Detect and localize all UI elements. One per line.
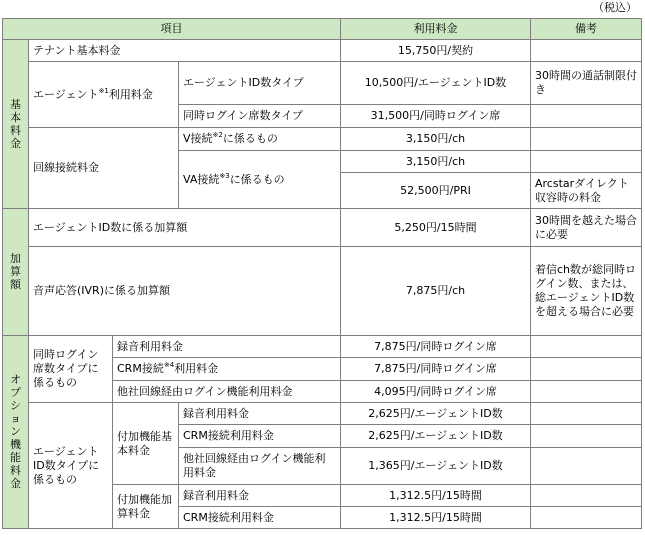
fee-table (2, 18, 642, 529)
opt-concurrent-label: 同時ログイン席数タイプに係るもの (29, 336, 113, 403)
opt-b-other-remark (531, 448, 642, 485)
v-remark (531, 128, 642, 151)
opt-b-other-label: 他社回線経由ログイン機能利用料金 (179, 448, 341, 485)
opt-agent-label: エージェントID数タイプに係るもの (29, 403, 113, 529)
table-row (3, 128, 642, 151)
opt-c-crm-remark (531, 358, 642, 381)
concurrent-remark (531, 105, 642, 128)
line-label: 回線接続料金 (29, 128, 179, 209)
opt-a-crm-label: CRM接続利用料金 (179, 507, 341, 529)
opt-b-other-fee: 1,365円/エージェントID数 (341, 448, 531, 485)
table-row (3, 336, 642, 358)
opt-b-crm-label: CRM接続利用料金 (179, 425, 341, 448)
concurrent-type: 同時ログイン席数タイプ (179, 105, 341, 128)
tenant-label: テナント基本料金 (29, 40, 341, 62)
concurrent-fee: 31,500円/同時ログイン席 (341, 105, 531, 128)
table-row (3, 62, 642, 105)
v-fee: 3,150円/ch (341, 128, 531, 151)
opt-c-rec-fee: 7,875円/同時ログイン席 (341, 336, 531, 358)
va-remark: Arcstarダイレクト収容時の料金 (531, 173, 642, 209)
va-remark-1 (531, 151, 642, 173)
opt-a-rec-fee: 1,312.5円/15時間 (341, 485, 531, 507)
add-agent-fee: 5,250円/15時間 (341, 209, 531, 247)
header-row (3, 19, 642, 40)
table-row (3, 403, 642, 425)
table-row (3, 247, 642, 336)
va-label: VA接続$^{※3}$に係るもの (179, 151, 341, 209)
header-remarks: 備考 (531, 19, 642, 40)
agent-label: エージェント$^{※1}$利用料金 (29, 62, 179, 128)
ivr-label: 音声応答(IVR)に係る加算額 (29, 247, 341, 336)
v-label: V接続$^{※2}$に係るもの (179, 128, 341, 151)
tax-included-note: （税込） (593, 1, 637, 14)
ivr-fee: 7,875円/ch (341, 247, 531, 336)
opt-a-rec-remark (531, 485, 642, 507)
opt-b-crm-fee: 2,625円/エージェントID数 (341, 425, 531, 448)
opt-a-rec-label: 録音利用料金 (179, 485, 341, 507)
opt-b-crm-remark (531, 425, 642, 448)
tenant-remark (531, 40, 642, 62)
opt-c-other-remark (531, 381, 642, 403)
agent-id-fee: 10,500円/エージェントID数 (341, 62, 531, 105)
tenant-fee: 15,750円/契約 (341, 40, 531, 62)
va-fee-2: 52,500円/PRI (341, 173, 531, 209)
header-item: 項目 (3, 19, 341, 40)
opt-c-rec-label: 録音利用料金 (113, 336, 341, 358)
opt-c-other-fee: 4,095円/同時ログイン席 (341, 381, 531, 403)
opt-basic-label: 付加機能基本料金 (113, 403, 179, 485)
opt-c-other-label: 他社回線経由ログイン機能利用料金 (113, 381, 341, 403)
add-agent-label: エージェントID数に係る加算額 (29, 209, 341, 247)
opt-b-rec-remark (531, 403, 642, 425)
add-agent-remark: 30時間を越えた場合に必要 (531, 209, 642, 247)
opt-a-crm-remark (531, 507, 642, 529)
category-basic: 基本料金 (3, 40, 29, 209)
header-fee: 利用料金 (341, 19, 531, 40)
category-additional: 加算額 (3, 209, 29, 336)
opt-a-crm-fee: 1,312.5円/15時間 (341, 507, 531, 529)
table-row (3, 209, 642, 247)
opt-add-label: 付加機能加算料金 (113, 485, 179, 529)
opt-c-crm-fee: 7,875円/同時ログイン席 (341, 358, 531, 381)
agent-id-type: エージェントID数タイプ (179, 62, 341, 105)
opt-c-rec-remark (531, 336, 642, 358)
opt-b-rec-fee: 2,625円/エージェントID数 (341, 403, 531, 425)
opt-c-crm-label: CRM接続$^{※4}$利用料金 (113, 358, 341, 381)
opt-b-rec-label: 録音利用料金 (179, 403, 341, 425)
va-fee-1: 3,150円/ch (341, 151, 531, 173)
table-row (3, 40, 642, 62)
agent-id-remark: 30時間の通話制限付き (531, 62, 642, 105)
ivr-remark: 着信ch数が総同時ログイン数、または、総エージェントID数を超える場合に必要 (531, 247, 642, 336)
category-option: オプション機能料金 (3, 336, 29, 529)
